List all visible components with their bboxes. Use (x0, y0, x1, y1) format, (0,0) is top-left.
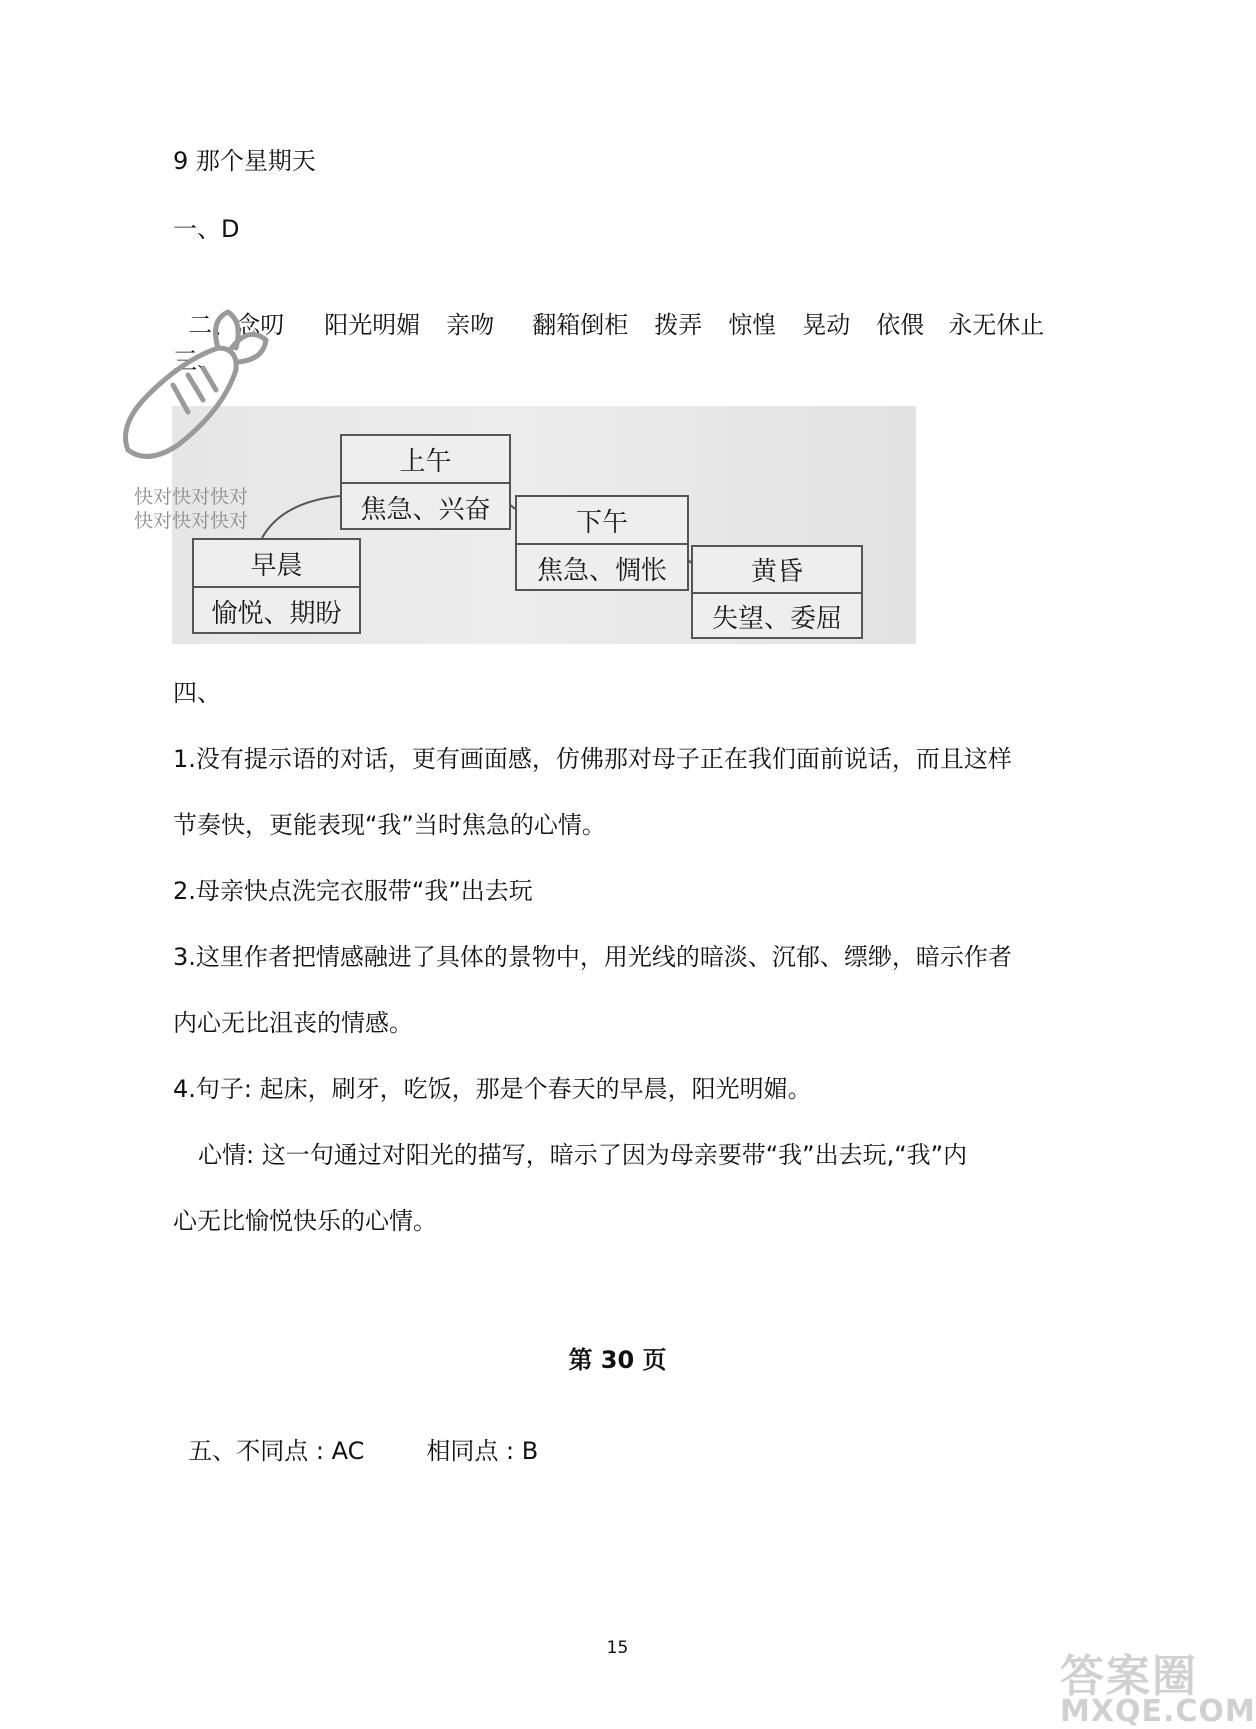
diagram-box-dusk (691, 545, 863, 639)
answer-1-line-2: 节奏快，更能表现“我”当时焦急的心情。 (173, 811, 606, 839)
watermark-logo-sub: MXQE.COM (1060, 1694, 1256, 1729)
watermark-text: 快对快对快对 (134, 486, 249, 508)
watermark-text: 快对快对快对 (134, 510, 249, 532)
q2-word: 拨弄 (654, 311, 703, 339)
box-head: 上午 (342, 436, 509, 484)
q2-word: 阳光明媚 (324, 311, 421, 339)
diagram-box-afternoon (515, 495, 689, 591)
page-number: 15 (606, 1638, 629, 1658)
answer-3-line-2: 内心无比沮丧的情感。 (173, 1009, 413, 1037)
answer-1-line-1: 1.没有提示语的对话，更有画面感，仿佛那对母子正在我们面前说话，而且这样 (173, 745, 1012, 773)
answer-4-line-3: 心无比愉悦快乐的心情。 (173, 1207, 437, 1235)
q2-word: 亲吻 (446, 311, 495, 339)
lesson-title: 9 那个星期天 (173, 147, 316, 175)
question-2-answer (173, 280, 1044, 340)
box-body: 焦急、兴奋 (360, 494, 491, 525)
answer-4-line-2: 心情: 这一句通过对阳光的描写，暗示了因为母亲要带“我”出去玩,“我”内 (198, 1141, 968, 1169)
question-4-label: 四、 (173, 679, 221, 707)
question-3-label: 三、 (173, 347, 221, 375)
diagram-box-forenoon (340, 434, 511, 530)
answer-3-line-1: 3.这里作者把情感融进了具体的景物中，用光线的暗淡、沉郁、缥缈，暗示作者 (173, 943, 1012, 971)
q2-word: 念叨 (236, 311, 285, 339)
box-body: 焦急、惆怅 (536, 555, 667, 586)
q2-word: 翻箱倒柜 (532, 311, 629, 339)
answer-2: 2.母亲快点洗完衣服带“我”出去玩 (173, 877, 533, 905)
answer-4-line-1: 4.句子: 起床，刷牙，吃饭，那是个春天的早晨，阳光明媚。 (173, 1075, 812, 1103)
diagram-box-morning (192, 538, 361, 634)
q2-word: 依偎 (876, 311, 925, 339)
box-body: 失望、委屈 (711, 604, 842, 634)
watermark-carrot-icon (118, 300, 278, 480)
watermark-logo (1060, 1640, 1256, 1729)
q5-differences: 五、不同点 : AC (188, 1437, 365, 1465)
question-1-answer: 一、D (173, 215, 240, 243)
question-2-label: 二、 (188, 311, 237, 339)
q5-similarities: 相同点 : B (426, 1437, 539, 1465)
box-head: 下午 (517, 497, 687, 545)
watermark-logo-main: 答案圈 (1060, 1651, 1198, 1702)
q2-word: 永无休止 (948, 311, 1045, 339)
box-head: 黄昏 (693, 547, 861, 594)
emotion-diagram-photo (172, 406, 916, 644)
box-head: 早晨 (194, 540, 359, 588)
q2-word: 晃动 (802, 311, 851, 339)
box-body: 愉悦、期盼 (211, 598, 342, 629)
question-5-answer (173, 1406, 538, 1466)
page-heading: 第 30 页 (568, 1346, 667, 1374)
q2-word: 惊惶 (728, 311, 777, 339)
